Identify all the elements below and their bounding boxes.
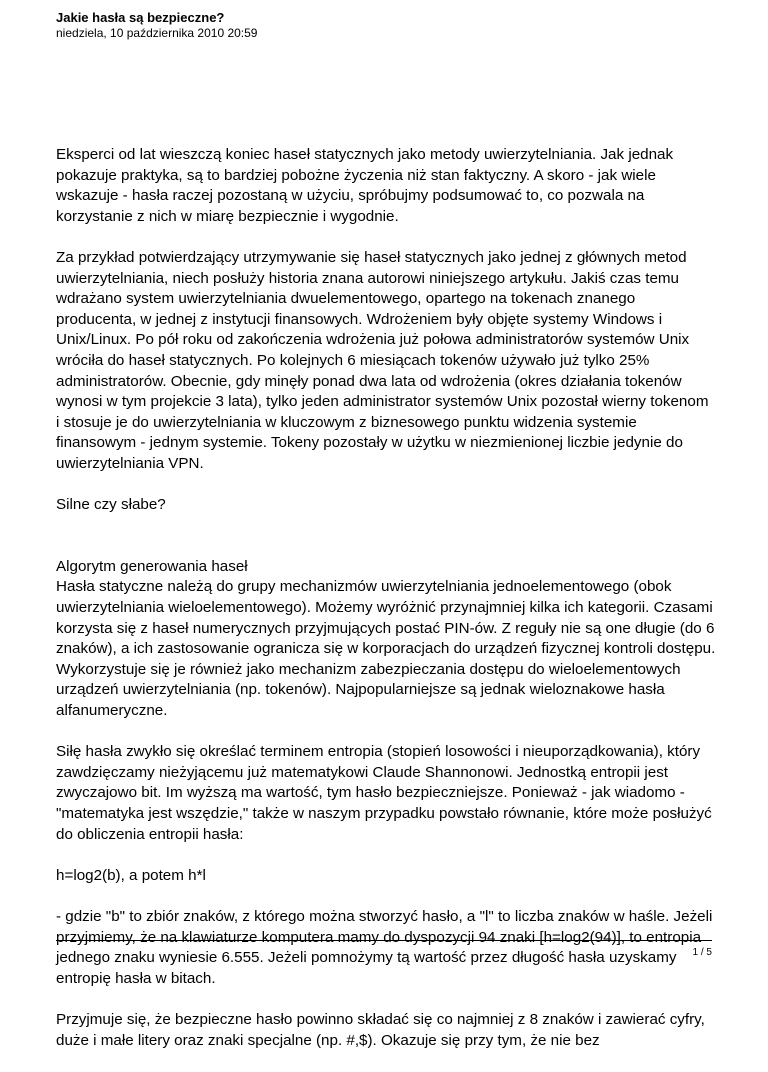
- page-number: 1 / 5: [692, 947, 712, 958]
- section-heading-strong-weak: Silne czy słabe?: [56, 496, 166, 514]
- spacer: [56, 536, 716, 557]
- section-heading-algorithm: Algorytm generowania haseł: [56, 557, 248, 575]
- formula: h=log2(b), a potem h*l: [56, 866, 206, 884]
- paragraph-intro: Eksperci od lat wieszczą koniec haseł statycznych jako metody uwierzytelniania. Jak jednak pokazuje praktyka, są to bardziej pobożne życzenia niż stan faktyczny. A skoro - jak wiele wskazuje - hasła raczej pozostaną w użyciu, spróbujmy podsumować to, co pozwala na korzystanie z nich w miarę bezpiecznie i wygodnie.: [56, 146, 674, 225]
- article-title: Jakie hasła są bezpieczne?: [56, 10, 225, 25]
- paragraph-formula-explanation: - gdzie "b" to zbiór znaków, z którego można stworzyć hasło, a "l" to liczba znaków w haśle. Jeżeli przyjmiemy, że na klawiaturze komputera mamy do dyspozycji 94 znaki [h=log2(94)], to entropia jednego znaku wyniesie 6.555. Jeżeli pomnożymy tą wartość przez długość hasła uzyskamy entropię hasła w bitach.: [56, 907, 713, 987]
- paragraph-static-passwords: Hasła statyczne należą do grupy mechanizmów uwierzytelniania jednoelementowego (obok uwierzytelniania wieloelementowego). Możemy wyróżnić przynajmniej kilka ich kategorii. Czasami korzysta się z haseł numerycznych przyjmujących postać PIN-ów. Z reguły nie są one długie (do 6 znaków), a ich zastosowanie ogranicza się w korporacjach do urządzeń fizycznej kontroli dostępu. Wykorzystuje się je również jako mechanizm zabezpieczania dostępu do wieloelementowych urządzeń uwierzytelniania (np. tokenów). Najpopularniejsze są jednak wieloznakowe hasła alfanumeryczne.: [56, 578, 716, 720]
- paragraph-secure-password: Przyjmuje się, że bezpieczne hasło powinno składać się co najmniej z 8 znaków i zawierać cyfry, duże i małe litery oraz znaki specjalne (np. #,$). Okazuje się przy tym, że nie bez: [56, 1010, 705, 1049]
- document-header: [56, 10, 257, 41]
- paragraph-entropy: Siłę hasła zwykło się określać terminem entropia (stopień losowości i nieuporządkowania), który zawdzięczamy nieżyjącemu już matematykowi Claude Shannonowi. Jednostką entropii jest zwyczajowo bit. Im wyższą ma wartość, tym hasło bezpieczniejsze. Ponieważ - jak wiadomo - "matematyka jest wszędzie," także w naszym przypadku powstało równanie, które może posłużyć do obliczenia entropii hasła:: [56, 743, 712, 843]
- article-body: [56, 145, 716, 1072]
- paragraph-example: Za przykład potwierdzający utrzymywanie się haseł statycznych jako jednej z głównych metod uwierzytelniania, niech posłuży historia znana autorowi niniejszego artykułu. Jakiś czas temu wdrażano system uwierzytelniania dwuelementowego, opartego na tokenach znanego producenta, w jednej z instytucji finansowych. Wdrożeniem były objęte systemy Windows i Unix/Linux. Po pół roku od zakończenia wdrożenia już połowa administratorów systemów Unix wróciła do haseł statycznych. Po kolejnych 6 miesiącach tokenów używało już tylko 25% administratorów. Obecnie, gdy minęły ponad dwa lata od wdrożenia (okres działania tokenów wynosi w tym projekcie 3 lata), tylko jeden administrator systemów Unix pozostał wierny tokenom i stosuje je do uwierzytelniania w kluczowym z biznesowego punktu widzenia systemie finansowym - jednym systemie. Tokeny pozostały w użytku w niezmienionej liczbie jedynie do uwierzytelniania VPN.: [56, 248, 709, 472]
- article-date: niedziela, 10 października 2010 20:59: [56, 26, 258, 40]
- footer-divider: [56, 940, 712, 941]
